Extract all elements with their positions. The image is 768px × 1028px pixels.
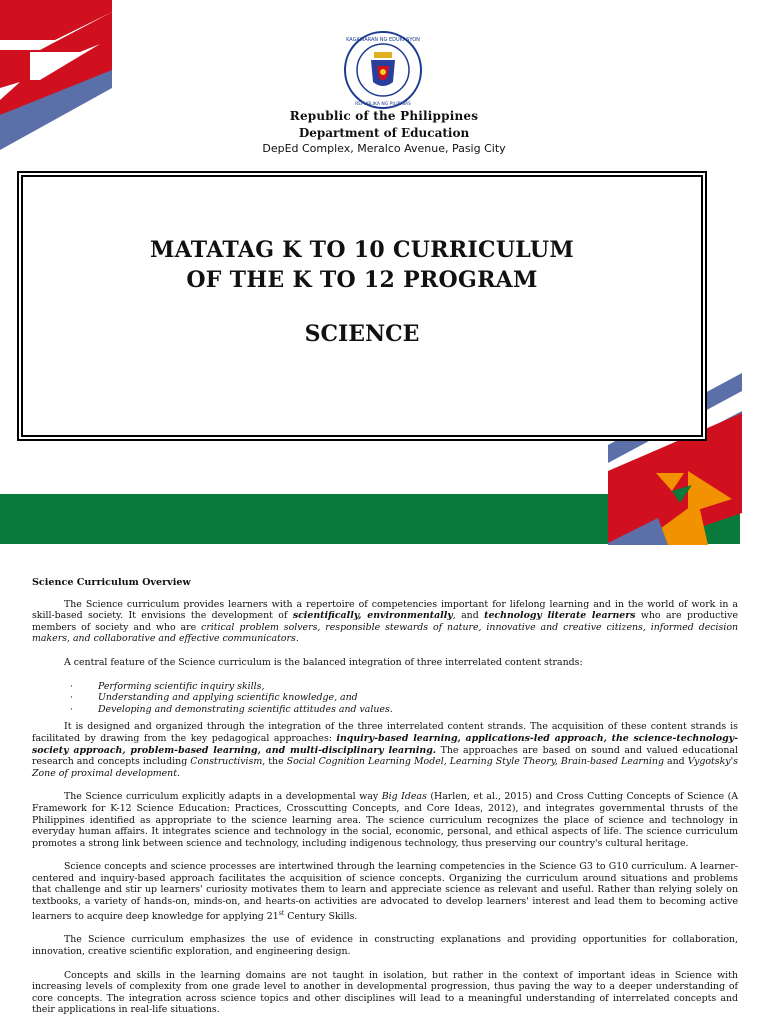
department-label: Department of Education xyxy=(298,126,470,140)
p1-italic-f: critical problem solvers, responsible stewards of nature, innovative and creative citizens, informed decision makers, and collaborative and effective communicators. xyxy=(32,621,739,645)
strand-item: · Performing scientific inquiry skills, xyxy=(32,681,738,693)
republic-label: Republic of the Philippines xyxy=(289,109,479,123)
overview-section xyxy=(32,577,738,1028)
p3-text-g: and xyxy=(663,756,688,768)
paragraph-7: Concepts and skills in the learning domains are not taught in isolation, but rather in the context of important ideas in Science with increasing levels of complexity from one grade level to another in developmental progression, thus paving the way to a deeper understanding of core concepts. The integration across science topics and other disciplines will lead to a meaningful understanding of interrelated concepts and their applications in real-life situations. xyxy=(32,969,738,1016)
title-line-2: OF THE K TO 12 PROGRAM xyxy=(186,267,538,293)
paragraph-3 xyxy=(32,721,738,779)
p3-text-c: The approaches are based on sound and valued educational research and concepts including xyxy=(32,744,738,768)
p5-text-a: Science concepts and science processes are intertwined through the learning competencies in the Science G3 to G10 curriculum. A learner-centered and inquiry-based approach facilitates the acquisition of science concepts. Organizing the curriculum around situations and problems that challenge and stir up learners' curiosity motivates them to learn and appreciate science as relevant and useful. Rather than relying solely on textbooks, a variety of hands-on, minds-on, and hearts-on activities are advocated to develop learners' interest and lead them to becoming active learners to acquire deep knowledge for applying 21 xyxy=(32,861,738,922)
p3-text-a: It is designed and organized through the integration of the three interrelated content strands. The acquisition of these content strands is facilitated by drawing from the key pedagogical approaches: xyxy=(32,721,738,744)
paragraph-5 xyxy=(32,861,738,922)
p3-italic-f: Social Cognition Learning Model, Learning Style Theory, Brain-based Learning xyxy=(286,756,664,768)
deped-seal-logo xyxy=(343,30,423,110)
p1-text-a: The Science curriculum provides learners with a repertoire of competencies important for lifelong learning and in the world of work in a skill-based society. It envisions the development of xyxy=(32,598,738,622)
p3-text-e: , the xyxy=(262,756,287,768)
paragraph-2: A central feature of the Science curriculum is the balanced integration of three interrelated content strands: xyxy=(64,656,583,668)
p4-italic-b: Big Ideas xyxy=(381,791,427,803)
p1-text-e: who are productive members of society and who are xyxy=(32,610,738,633)
paragraph-4 xyxy=(32,791,738,849)
address-label: DepEd Complex, Meralco Avenue, Pasig City xyxy=(262,142,506,155)
title-line-1: MATATAG K TO 10 CURRICULUM xyxy=(149,237,575,263)
strands-list xyxy=(32,681,738,716)
paragraph-6: The Science curriculum emphasizes the use of evidence in constructing explanations and providing opportunities for collaboration, innovation, creative scientific exploration, and engineering design. xyxy=(32,934,738,957)
p3-emphasis-b: inquiry-based learning, applications-led approach, the science-technology-society approach, problem-based learning, and multi-disciplinary learning. xyxy=(32,732,738,756)
p1-emphasis-b: scientifically, environmentally xyxy=(292,610,453,622)
strand-item: · Understanding and applying scientific knowledge, and xyxy=(32,692,738,704)
p3-italic-d: Constructivism xyxy=(190,756,263,768)
p1-text-c: , and xyxy=(452,610,485,622)
title-box xyxy=(21,175,703,437)
p1-emphasis-d: technology literate learners xyxy=(484,610,636,622)
strand-item: · Developing and demonstrating scientific attitudes and values. xyxy=(32,704,738,716)
p5-superscript: st xyxy=(278,909,285,917)
svg-text:KAGAWARAN NG EDUKASYON: KAGAWARAN NG EDUKASYON xyxy=(346,37,420,43)
paragraph-1 xyxy=(32,599,738,645)
subject-title: SCIENCE xyxy=(304,321,420,347)
p5-text-b: Century Skills. xyxy=(284,910,358,922)
p4-text-a: The Science curriculum explicitly adapts in a developmental way xyxy=(64,791,382,803)
p3-italic-h: Vygotsky's Zone of proximal development. xyxy=(32,756,738,779)
p4-text-c: (Harlen, et al., 2015) and Cross Cutting Concepts of Science (A Framework for K-12 Science Education: Practices, Crosscutting Concepts, and Core Ideas, 2012), and integrates governmental thrusts of the Philippines identified as appropriate to the science learning area. The science curriculum recognizes the place of science and technology in everyday human affairs. It integrates science and technology in the social, economic, personal, and ethical aspects of life. The science curriculum promotes a strong link between science and technology, including indigenous technology, thus preserving our country's cultural heritage. xyxy=(32,791,738,849)
svg-text:REPUBLIKA NG PILIPINAS: REPUBLIKA NG PILIPINAS xyxy=(355,102,411,107)
section-heading: Science Curriculum Overview xyxy=(32,577,191,588)
